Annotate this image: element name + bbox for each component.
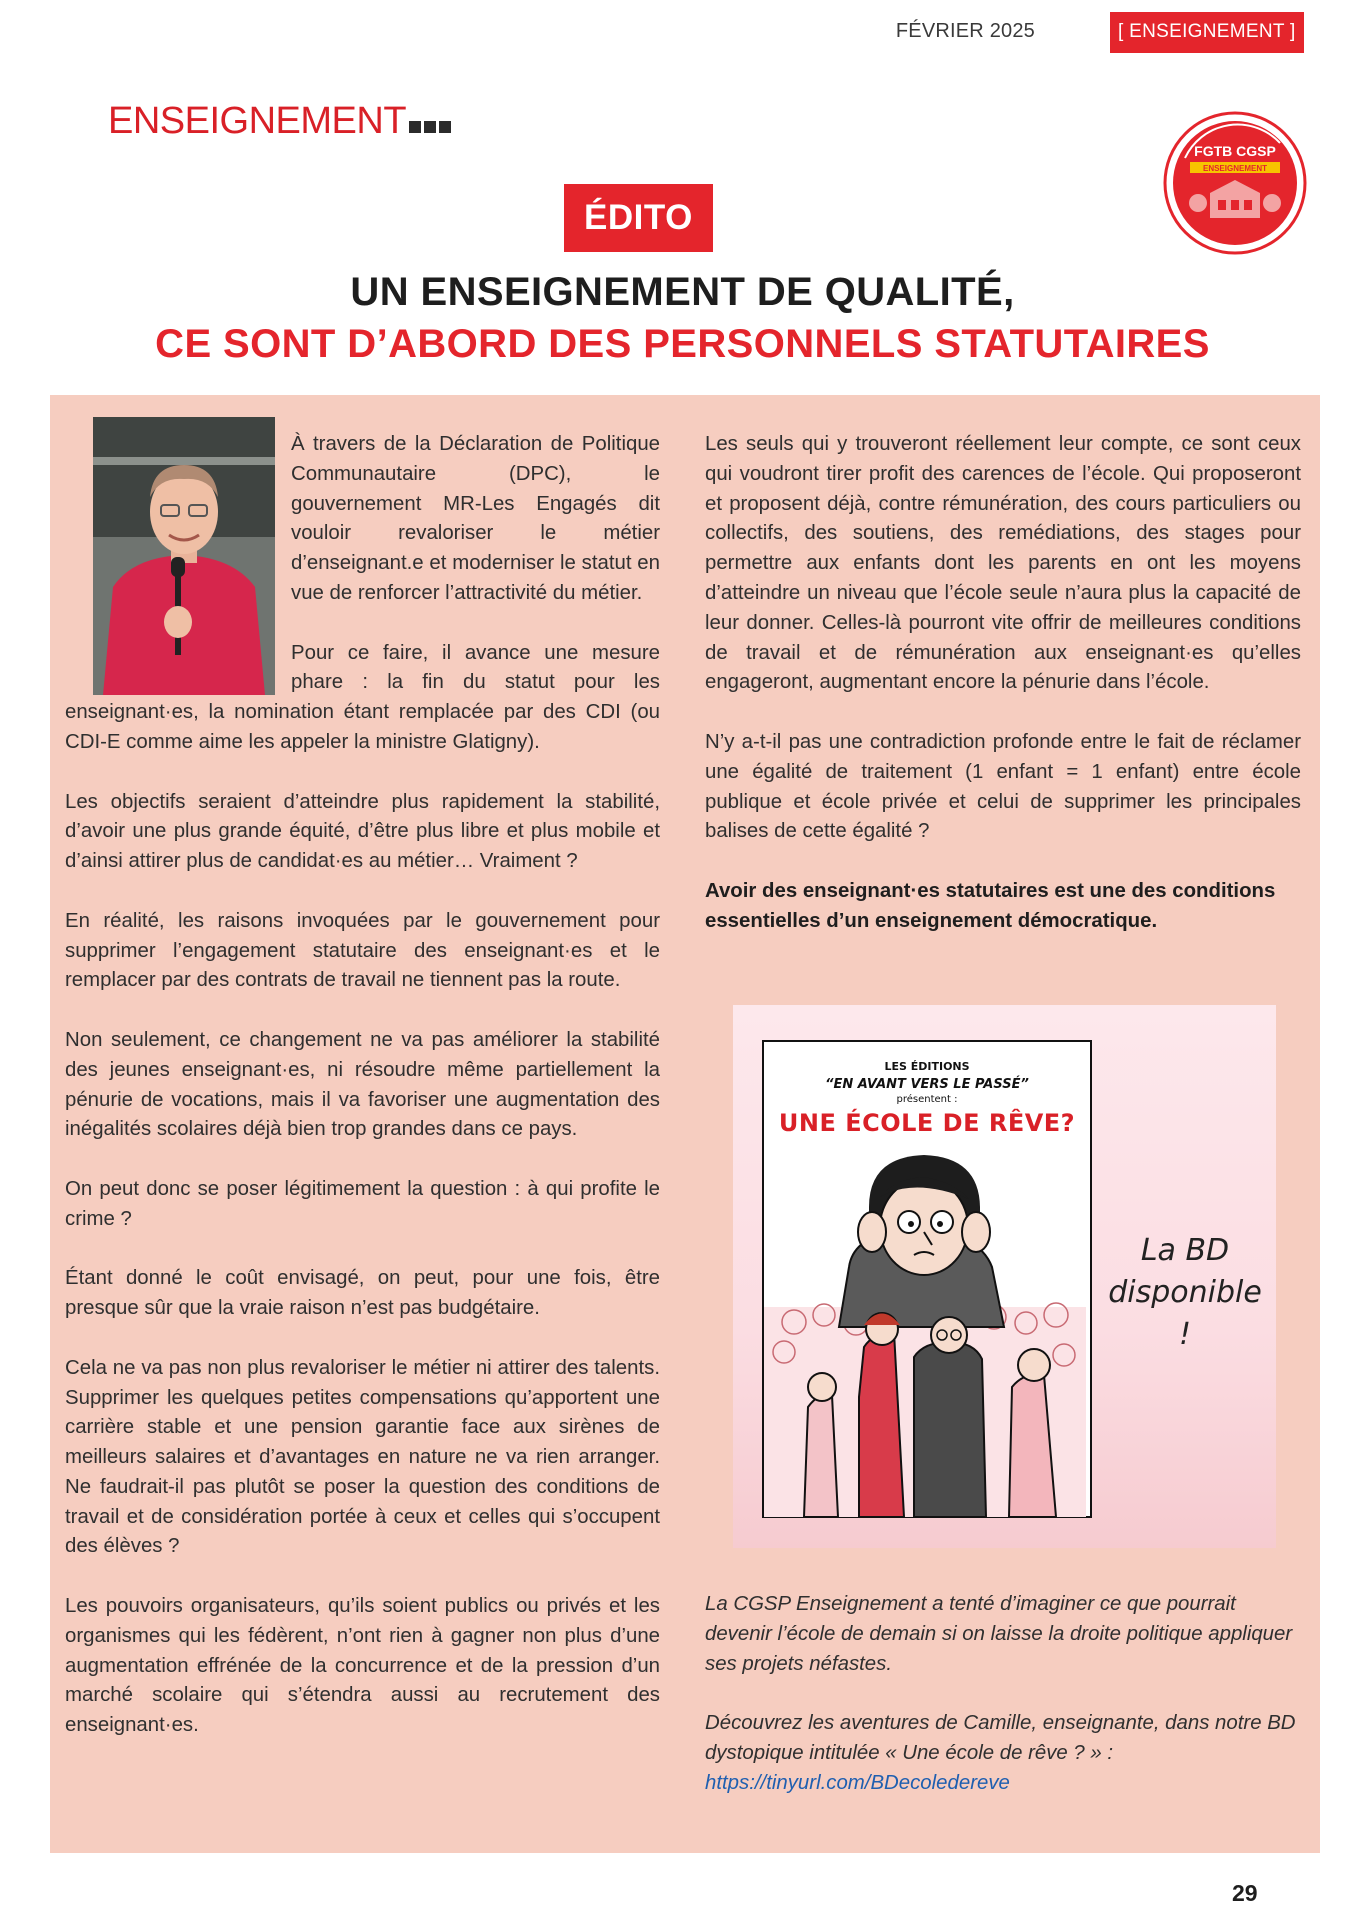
caption-paragraph: Découvrez les aventures de Camille, enseignante, dans notre BD dystopique intitulée « Une école de rêve ? » : xyxy=(705,1712,1296,1764)
page-number: 29 xyxy=(1232,1880,1258,1906)
paragraph: Cela ne va pas non plus revaloriser le métier ni attirer des talents. Supprimer les quelques petites compensations qu’apportent une carrière stable et une pension garantie face aux sirènes de meilleurs salaires et d’avantages en nature ne va rien arranger. Ne faudrait-il pas plutôt se poser la question des conditions de travail et de considération portée à ceux et celles qui s’occupent des élèves ? xyxy=(65,1356,660,1558)
comic-link[interactable]: https://tinyurl.com/BDecoledereve xyxy=(705,1771,1010,1794)
comic-cover xyxy=(762,1040,1092,1518)
headline-line1: UN ENSEIGNEMENT DE QUALITÉ, xyxy=(350,270,1015,314)
comic-publisher-1: LES ÉDITIONS xyxy=(884,1060,970,1073)
cgsp-logo xyxy=(1160,108,1310,258)
square-icon xyxy=(409,121,421,133)
comic-available-note xyxy=(1105,1230,1265,1356)
article-left-column xyxy=(65,430,660,1771)
article-right-column xyxy=(705,430,1301,966)
paragraph: N’y a-t-il pas une contradiction profonde entre le fait de réclamer une égalité de traitement (1 enfant = 1 enfant) entre école publique et école privée et celui de supprimer les principales balises de cette égalité ? xyxy=(705,730,1301,843)
section-title xyxy=(108,100,451,143)
paragraph: Les objectifs seraient d’atteindre plus rapidement la stabilité, d’avoir une plus grande équité, d’être plus libre et plus mobile et d’ainsi attirer plus de candidat·es au métier… Vraiment ? xyxy=(65,790,660,873)
issue-date: FÉVRIER 2025 xyxy=(895,20,1035,42)
logo-text: FGTB CGSP xyxy=(1194,143,1276,159)
comic-presents: présentent : xyxy=(896,1094,958,1105)
paragraph: Non seulement, ce changement ne va pas améliorer la stabilité des jeunes enseignant·es, ni résoudre même partiellement la pénurie de vocations, mais il va favoriser une augmentation des inégalités scolaires déjà bien trop grandes dans ce pays. xyxy=(65,1028,660,1141)
paragraph: Les pouvoirs organisateurs, qu’ils soient publics ou privés et les organismes qui les fédèrent, n’ont rien à gagner non plus d’une augmentation effrénée de la concurrence et de la pression d’un marché scolaire qui s’étendra aussi au recrutement des enseignant·es. xyxy=(65,1595,660,1737)
paragraph: Les seuls qui y trouveront réellement leur compte, ce sont ceux qui voudront tirer profit des carences de l’école. Qui proposeront et proposent déjà, contre rémunération, des cours particuliers ou collectifs, des soutiens, des remédiations, des stages pour permettre aux enfants dont les parents en ont les moyens d’atteindre un niveau que l’école seule n’aura plus la capacité de leur donner. Celles-là pourront vite offrir de meilleures conditions de travail et de rémunération aux enseignant·es qu’elles engageront, augmentant encore la pénurie dans l’école. xyxy=(705,433,1301,694)
caption-paragraph: La CGSP Enseignement a tenté d’imaginer ce que pourrait devenir l’école de demain si on laisse la droite politique appliquer ses projets néfastes. xyxy=(705,1593,1293,1675)
note-line2: disponible ! xyxy=(1108,1275,1262,1352)
paragraph: Étant donné le coût envisagé, on peut, pour une fois, être presque sûr que la vraie raison n’est pas budgétaire. xyxy=(65,1267,660,1320)
paragraph: On peut donc se poser légitimement la question : à qui profite le crime ? xyxy=(65,1177,660,1230)
edito-label: ÉDITO xyxy=(564,184,713,252)
section-tag: [ ENSEIGNEMENT ] xyxy=(1110,12,1304,53)
paragraph: À travers de la Déclaration de Politique Communautaire (DPC), le gouvernement MR-Les Engagés dit vouloir revaloriser le métier d’enseignant.e et moderniser le statut en vue de renforcer l’attractivité du métier. xyxy=(291,433,660,604)
square-icon xyxy=(439,121,451,133)
headline-line2: CE SONT D’ABORD DES PERSONNELS STATUTAIRES xyxy=(155,322,1210,366)
paragraph: En réalité, les raisons invoquées par le gouvernement pour supprimer l’engagement statutaire des enseignant·es et le remplacer par des contrats de travail ne tiennent pas la route. xyxy=(65,909,660,992)
conclusion: Avoir des enseignant·es statutaires est une des conditions essentielles d’un enseignement démocratique. xyxy=(705,879,1276,932)
comic-illustration xyxy=(764,1137,1086,1517)
square-icon xyxy=(424,121,436,133)
paragraph: Pour ce faire, il avance une mesure phare : la fin du statut pour les enseignant·es, la nomination étant remplacée par des CDI (ou CDI-E comme aime les appeler la ministre Glatigny). xyxy=(65,641,660,753)
comic-publisher-2: “EN AVANT VERS LE PASSÉ” xyxy=(825,1077,1029,1092)
note-line1: La BD xyxy=(1140,1233,1230,1268)
section-title-text: ENSEIGNEMENT xyxy=(108,100,407,142)
photo-spacer xyxy=(65,430,291,670)
logo-band-text: ENSEIGNEMENT xyxy=(1202,164,1268,173)
comic-caption xyxy=(705,1590,1305,1799)
comic-title: UNE ÉCOLE DE RÊVE? xyxy=(778,1109,1076,1137)
